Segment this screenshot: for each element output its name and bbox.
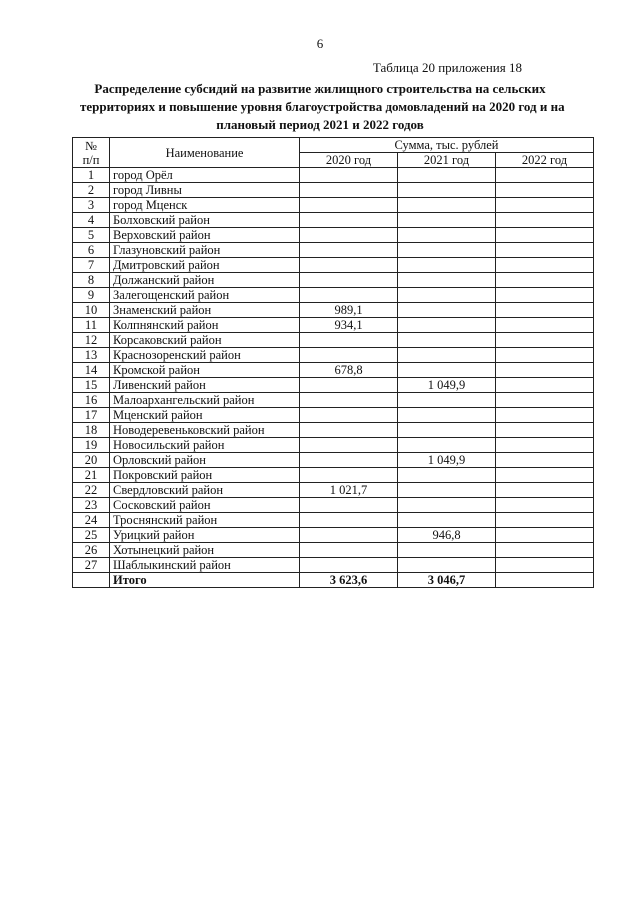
row-value-2021 — [398, 423, 496, 438]
table-row — [73, 303, 594, 318]
table-row — [73, 228, 594, 243]
row-name: Знаменский район — [110, 303, 300, 318]
row-value-2021 — [398, 348, 496, 363]
table-body — [73, 168, 594, 588]
row-value-2020 — [300, 213, 398, 228]
row-number: 1 — [73, 168, 110, 183]
row-name: Шаблыкинский район — [110, 558, 300, 573]
row-name: Сосковский район — [110, 498, 300, 513]
row-value-2020 — [300, 288, 398, 303]
row-value-2021 — [398, 318, 496, 333]
row-name: Свердловский район — [110, 483, 300, 498]
table-row — [73, 498, 594, 513]
table-row — [73, 528, 594, 543]
row-value-2022 — [496, 453, 594, 468]
row-value-2021 — [398, 258, 496, 273]
row-value-2020 — [300, 228, 398, 243]
row-value-2021 — [398, 243, 496, 258]
row-value-2021: 946,8 — [398, 528, 496, 543]
row-value-2020 — [300, 168, 398, 183]
row-name: Новосильский район — [110, 438, 300, 453]
row-number: 11 — [73, 318, 110, 333]
row-value-2021 — [398, 498, 496, 513]
table-row — [73, 468, 594, 483]
row-value-2022 — [496, 183, 594, 198]
table-row — [73, 318, 594, 333]
row-number: 10 — [73, 303, 110, 318]
table-row — [73, 423, 594, 438]
row-value-2021 — [398, 513, 496, 528]
table-row — [73, 198, 594, 213]
header-year-2022: 2022 год — [496, 153, 594, 168]
row-value-2020 — [300, 498, 398, 513]
row-number: 4 — [73, 213, 110, 228]
row-value-2022 — [496, 258, 594, 273]
row-number: 25 — [73, 528, 110, 543]
row-number: 3 — [73, 198, 110, 213]
row-value-2020 — [300, 528, 398, 543]
row-number: 9 — [73, 288, 110, 303]
row-name: город Орёл — [110, 168, 300, 183]
row-name: Краснозоренский район — [110, 348, 300, 363]
row-number: 20 — [73, 453, 110, 468]
row-name: Глазуновский район — [110, 243, 300, 258]
row-number: 2 — [73, 183, 110, 198]
row-value-2021 — [398, 168, 496, 183]
row-number: 18 — [73, 423, 110, 438]
row-value-2020 — [300, 333, 398, 348]
row-number: 14 — [73, 363, 110, 378]
row-value-2022 — [496, 198, 594, 213]
header-name: Наименование — [110, 138, 300, 168]
row-number: 27 — [73, 558, 110, 573]
row-name: Хотынецкий район — [110, 543, 300, 558]
row-value-2020 — [300, 393, 398, 408]
row-value-2021 — [398, 483, 496, 498]
table-row — [73, 183, 594, 198]
total-label: Итого — [110, 573, 300, 588]
row-value-2022 — [496, 543, 594, 558]
row-value-2022 — [496, 273, 594, 288]
table-row — [73, 408, 594, 423]
table-row — [73, 213, 594, 228]
table-row — [73, 348, 594, 363]
header-number-sign: № — [85, 138, 97, 153]
row-value-2020 — [300, 558, 398, 573]
total-value-2021: 3 046,7 — [398, 573, 496, 588]
row-number: 23 — [73, 498, 110, 513]
row-name: Мценский район — [110, 408, 300, 423]
row-value-2022 — [496, 213, 594, 228]
title-line-3: плановый период 2021 и 2022 годов — [216, 117, 424, 132]
row-number: 26 — [73, 543, 110, 558]
table-row — [73, 513, 594, 528]
header-year-2021: 2021 год — [398, 153, 496, 168]
table-row — [73, 168, 594, 183]
page-number: 6 — [316, 36, 324, 51]
row-number: 17 — [73, 408, 110, 423]
header-number-pp: п/п — [82, 152, 100, 167]
row-number: 16 — [73, 393, 110, 408]
row-value-2021 — [398, 438, 496, 453]
row-value-2021 — [398, 468, 496, 483]
row-name: Покровский район — [110, 468, 300, 483]
table-row — [73, 258, 594, 273]
row-value-2022 — [496, 318, 594, 333]
row-name: город Ливны — [110, 183, 300, 198]
row-value-2021 — [398, 303, 496, 318]
title-line-1: Распределение субсидий на развитие жилищного строительства на сельских — [94, 81, 546, 96]
row-name: Новодеревеньковский район — [110, 423, 300, 438]
row-value-2021 — [398, 543, 496, 558]
table-row — [73, 438, 594, 453]
total-row — [73, 573, 594, 588]
table-row — [73, 363, 594, 378]
row-value-2020: 934,1 — [300, 318, 398, 333]
row-value-2020: 1 021,7 — [300, 483, 398, 498]
table-row — [73, 333, 594, 348]
row-value-2022 — [496, 288, 594, 303]
row-value-2021: 1 049,9 — [398, 378, 496, 393]
total-value-2020: 3 623,6 — [300, 573, 398, 588]
header-sum: Сумма, тыс. рублей — [300, 138, 594, 153]
row-name: Троснянский район — [110, 513, 300, 528]
row-value-2022 — [496, 438, 594, 453]
row-value-2022 — [496, 468, 594, 483]
row-value-2022 — [496, 378, 594, 393]
row-value-2021 — [398, 288, 496, 303]
row-number: 21 — [73, 468, 110, 483]
row-number: 15 — [73, 378, 110, 393]
row-value-2020 — [300, 408, 398, 423]
table-row — [73, 288, 594, 303]
row-value-2020: 678,8 — [300, 363, 398, 378]
table-reference: Таблица 20 приложения 18 — [372, 60, 522, 75]
table-row — [73, 273, 594, 288]
row-value-2021 — [398, 213, 496, 228]
row-value-2022 — [496, 528, 594, 543]
row-name: Кромской район — [110, 363, 300, 378]
row-value-2020 — [300, 258, 398, 273]
row-value-2022 — [496, 423, 594, 438]
row-value-2020 — [300, 453, 398, 468]
row-value-2020 — [300, 348, 398, 363]
row-name: Дмитровский район — [110, 258, 300, 273]
row-name: Ливенский район — [110, 378, 300, 393]
row-number: 5 — [73, 228, 110, 243]
row-name: Болховский район — [110, 213, 300, 228]
header-number — [73, 138, 110, 168]
row-value-2020 — [300, 513, 398, 528]
table-row — [73, 378, 594, 393]
row-value-2021 — [398, 333, 496, 348]
table-row — [73, 243, 594, 258]
row-value-2020 — [300, 198, 398, 213]
row-value-2021 — [398, 408, 496, 423]
row-value-2021: 1 049,9 — [398, 453, 496, 468]
row-value-2021 — [398, 558, 496, 573]
total-number — [73, 573, 110, 588]
row-value-2021 — [398, 198, 496, 213]
row-value-2022 — [496, 513, 594, 528]
table-row — [73, 393, 594, 408]
row-name: Залегощенский район — [110, 288, 300, 303]
row-value-2020 — [300, 243, 398, 258]
row-value-2021 — [398, 183, 496, 198]
row-value-2022 — [496, 333, 594, 348]
row-number: 13 — [73, 348, 110, 363]
row-number: 8 — [73, 273, 110, 288]
row-value-2022 — [496, 498, 594, 513]
subsidy-table — [72, 137, 594, 588]
total-value-2022 — [496, 573, 594, 588]
row-name: Орловский район — [110, 453, 300, 468]
row-number: 24 — [73, 513, 110, 528]
row-value-2021 — [398, 273, 496, 288]
document-title — [80, 80, 565, 134]
row-value-2020: 989,1 — [300, 303, 398, 318]
row-value-2022 — [496, 363, 594, 378]
table-row — [73, 558, 594, 573]
row-value-2020 — [300, 543, 398, 558]
row-number: 12 — [73, 333, 110, 348]
table-row — [73, 483, 594, 498]
row-value-2022 — [496, 483, 594, 498]
row-value-2022 — [496, 408, 594, 423]
table-row — [73, 543, 594, 558]
row-name: Урицкий район — [110, 528, 300, 543]
row-number: 6 — [73, 243, 110, 258]
row-value-2020 — [300, 378, 398, 393]
row-name: Верховский район — [110, 228, 300, 243]
row-name: Должанский район — [110, 273, 300, 288]
row-value-2022 — [496, 168, 594, 183]
row-name: город Мценск — [110, 198, 300, 213]
row-number: 7 — [73, 258, 110, 273]
row-value-2022 — [496, 228, 594, 243]
row-value-2021 — [398, 363, 496, 378]
row-value-2020 — [300, 438, 398, 453]
row-value-2021 — [398, 393, 496, 408]
row-number: 19 — [73, 438, 110, 453]
header-year-2020: 2020 год — [300, 153, 398, 168]
row-value-2022 — [496, 243, 594, 258]
row-value-2022 — [496, 303, 594, 318]
row-name: Корсаковский район — [110, 333, 300, 348]
row-value-2022 — [496, 558, 594, 573]
row-value-2020 — [300, 423, 398, 438]
row-value-2022 — [496, 348, 594, 363]
row-name: Малоархангельский район — [110, 393, 300, 408]
row-value-2020 — [300, 468, 398, 483]
row-value-2020 — [300, 273, 398, 288]
title-line-2: территориях и повышение уровня благоустройства домовладений на 2020 год и на — [80, 99, 565, 114]
row-name: Колпнянский район — [110, 318, 300, 333]
row-number: 22 — [73, 483, 110, 498]
table-row — [73, 453, 594, 468]
row-value-2020 — [300, 183, 398, 198]
row-value-2021 — [398, 228, 496, 243]
row-value-2022 — [496, 393, 594, 408]
